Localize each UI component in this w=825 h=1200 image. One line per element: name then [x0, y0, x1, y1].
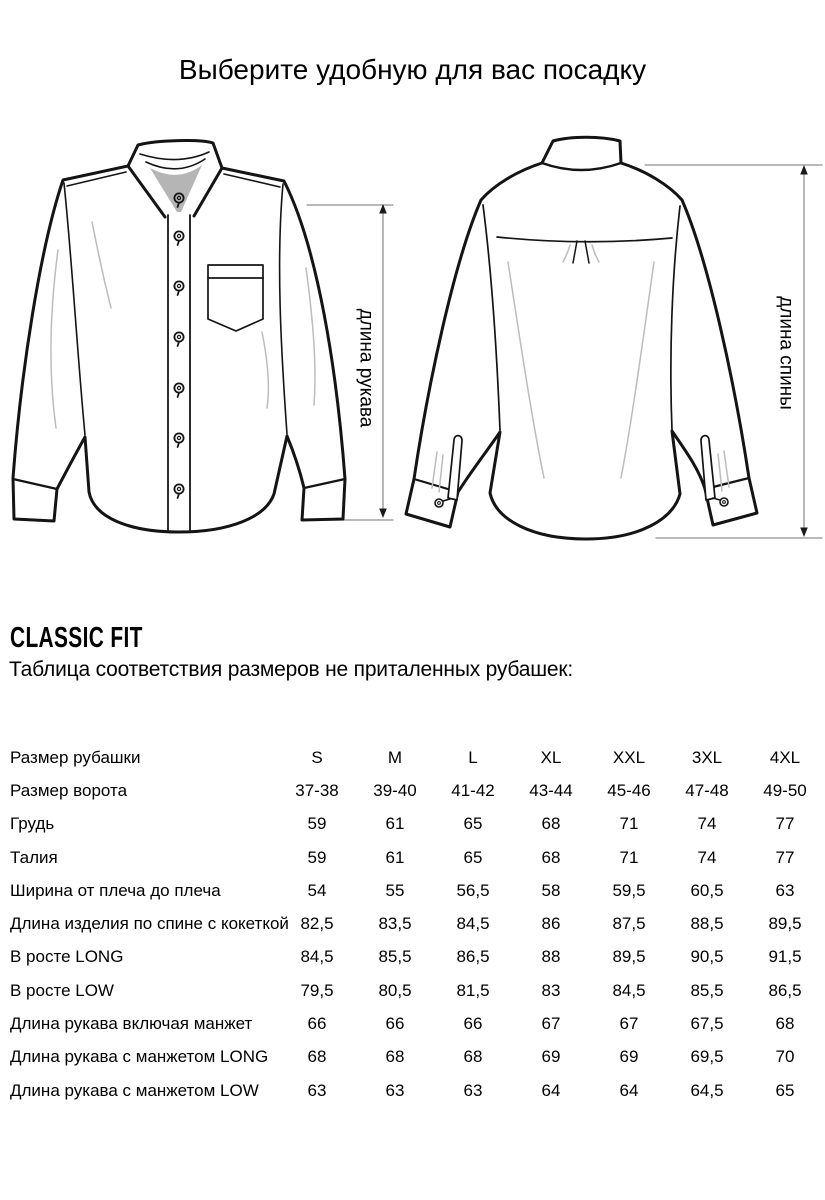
size-cell: 84,5	[612, 980, 646, 1000]
size-cell: 69	[619, 1047, 639, 1067]
row-label: Грудь	[10, 814, 55, 834]
size-cell: 4XL	[769, 747, 801, 767]
page-title: Выберите удобную для вас посадку	[178, 54, 647, 85]
size-cell: L	[468, 747, 478, 767]
size-cell: 41-42	[451, 780, 495, 800]
size-cell: 66	[307, 1014, 327, 1034]
size-cell: 80,5	[378, 980, 412, 1000]
size-cell: 87,5	[612, 914, 646, 934]
size-table	[10, 741, 824, 1107]
table-row	[10, 874, 824, 907]
size-cell: 91,5	[768, 947, 802, 967]
size-cell: 64	[619, 1080, 639, 1100]
size-cell: 81,5	[456, 980, 490, 1000]
size-cell: 69	[541, 1047, 561, 1067]
size-cell: 88,5	[690, 914, 724, 934]
table-row	[10, 907, 824, 940]
size-cell: 71	[619, 814, 639, 834]
row-label: Размер ворота	[10, 780, 128, 800]
table-row	[10, 841, 824, 874]
table-row	[10, 808, 824, 841]
arrowhead-icon	[800, 165, 808, 175]
size-cell: 49-50	[763, 780, 807, 800]
size-cell: 86,5	[768, 980, 802, 1000]
size-cell: 85,5	[378, 947, 412, 967]
table-row	[10, 1074, 824, 1107]
row-label: В росте LONG	[10, 947, 124, 967]
size-cell: 89,5	[612, 947, 646, 967]
size-cell: 68	[463, 1047, 483, 1067]
row-label: В росте LOW	[10, 980, 114, 1000]
size-cell: 86	[541, 914, 561, 934]
row-label: Ширина от плеча до плеча	[10, 880, 221, 900]
table-row	[10, 941, 824, 974]
size-cell: 74	[697, 847, 717, 867]
size-cell: 39-40	[373, 780, 417, 800]
size-cell: 79,5	[300, 980, 334, 1000]
size-cell: 85,5	[690, 980, 724, 1000]
size-cell: 61	[385, 847, 405, 867]
row-label: Длина рукава с манжетом LONG	[10, 1047, 269, 1067]
size-cell: 84,5	[300, 947, 334, 967]
arrowhead-icon	[800, 528, 808, 538]
size-cell: 63	[385, 1080, 405, 1100]
table-row	[10, 1041, 824, 1074]
size-cell: 83,5	[378, 914, 412, 934]
size-cell: 59	[307, 814, 327, 834]
shirt-front-drawing	[13, 141, 345, 532]
size-cell: 45-46	[607, 780, 651, 800]
size-cell: 63	[463, 1080, 483, 1100]
size-cell: 82,5	[300, 914, 334, 934]
size-cell: 67,5	[690, 1014, 724, 1034]
size-cell: 47-48	[685, 780, 729, 800]
table-row	[10, 774, 824, 807]
row-label: Длина изделия по спине с кокеткой	[10, 914, 289, 934]
size-cell: 66	[463, 1014, 483, 1034]
size-cell: S	[311, 747, 323, 767]
size-cell: 71	[619, 847, 639, 867]
size-cell: 61	[385, 814, 405, 834]
size-cell: 70	[775, 1047, 795, 1067]
size-cell: 56,5	[456, 880, 490, 900]
size-cell: 88	[541, 947, 561, 967]
row-label: Размер рубашки	[10, 747, 141, 767]
size-cell: 68	[775, 1014, 795, 1034]
size-cell: 74	[697, 814, 717, 834]
size-cell: 55	[385, 880, 405, 900]
size-cell: 65	[775, 1080, 795, 1100]
size-cell: 68	[541, 814, 561, 834]
row-label: Длина рукава с манжетом LOW	[10, 1080, 259, 1100]
size-cell: 66	[385, 1014, 405, 1034]
size-cell: 77	[775, 847, 795, 867]
section-heading: CLASSIC FIT	[10, 622, 143, 654]
size-cell: 84,5	[456, 914, 490, 934]
size-cell: 64	[541, 1080, 561, 1100]
size-cell: 65	[463, 847, 483, 867]
size-cell: 63	[775, 880, 795, 900]
size-cell: 68	[307, 1047, 327, 1067]
table-row	[10, 741, 824, 774]
size-cell: 59,5	[612, 880, 646, 900]
table-row	[10, 974, 824, 1007]
arrowhead-icon	[379, 509, 387, 519]
size-cell: M	[387, 747, 403, 767]
size-cell: 77	[775, 814, 795, 834]
size-cell: 59	[307, 847, 327, 867]
size-cell: XXL	[612, 747, 646, 767]
size-cell: 37-38	[295, 780, 339, 800]
size-cell: 68	[385, 1047, 405, 1067]
table-row	[10, 1007, 824, 1040]
back-length-label: длина спины	[775, 296, 797, 410]
size-cell: 43-44	[529, 780, 573, 800]
size-cell: 90,5	[690, 947, 724, 967]
sleeve-length-label: длина рукава	[355, 308, 377, 428]
size-cell: 67	[541, 1014, 561, 1034]
size-cell: 69,5	[690, 1047, 724, 1067]
size-cell: 58	[541, 880, 561, 900]
section-subtitle: Таблица соответствия размеров не приталенных рубашек:	[9, 658, 573, 681]
size-cell: 63	[307, 1080, 327, 1100]
shirt-back-drawing	[406, 137, 757, 539]
size-cell: XL	[540, 747, 562, 767]
size-cell: 68	[541, 847, 561, 867]
row-label: Талия	[10, 847, 58, 867]
size-cell: 83	[541, 980, 561, 1000]
size-cell: 65	[463, 814, 483, 834]
size-cell: 86,5	[456, 947, 490, 967]
size-cell: 54	[307, 880, 327, 900]
size-cell: 89,5	[768, 914, 802, 934]
size-cell: 60,5	[690, 880, 724, 900]
size-cell: 67	[619, 1014, 639, 1034]
row-label: Длина рукава включая манжет	[10, 1014, 253, 1034]
size-cell: 64,5	[690, 1080, 724, 1100]
size-cell: 3XL	[691, 747, 723, 767]
